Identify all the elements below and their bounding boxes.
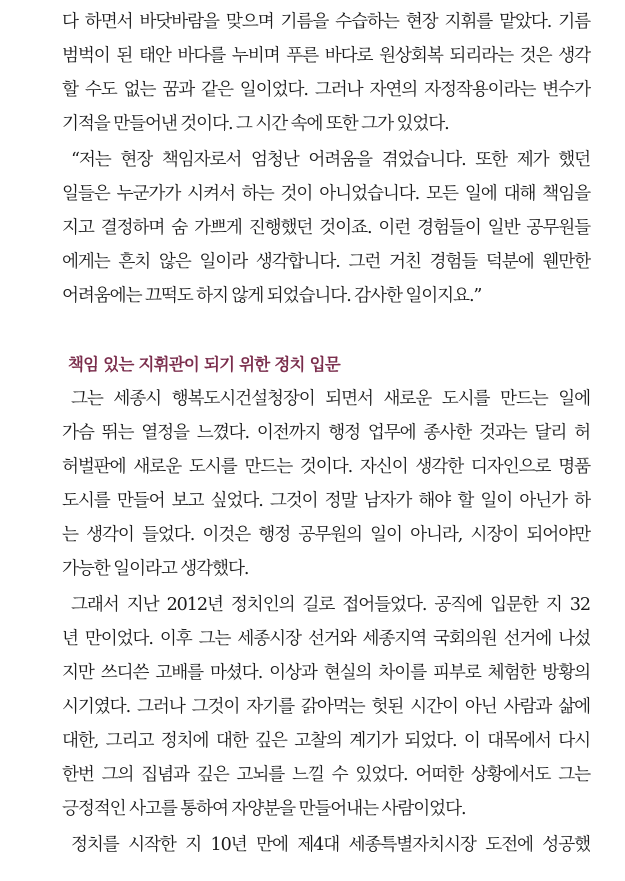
text-line: 는 생각이 들었다. 이것은 행정 공무원의 일이 아니라, 시장이 되어야만 [62, 525, 590, 545]
text-line: “저는 현장 책임자로서 엄청난 어려움을 겪었습니다. 또한 제가 했던 [71, 150, 590, 170]
section-heading: 책임 있는 지휘관이 되기 위한 정치 입문 [68, 355, 340, 374]
text-line: 정치를 시작한 지 10년 만에 제4대 세종특별자치시장 도전에 성공했 [71, 835, 590, 855]
text-line: 범벅이 된 태안 바다를 누비며 푸른 바다로 원상회복 되리라는 것은 생각 [62, 46, 590, 66]
text-line: 지고 결정하며 숨 가쁘게 진행했던 것이죠. 이런 경험들이 일반 공무원들 [62, 218, 590, 238]
text-line: 시기였다. 그러나 그것이 자기를 갉아먹는 헛된 시간이 아닌 사람과 삶에 [62, 697, 590, 717]
text-line: 그래서 지난 2012년 정치인의 길로 접어들었다. 공직에 입문한 지 32 [71, 595, 590, 615]
text-line: 허벌판에 새로운 도시를 만드는 것이다. 자신이 생각한 디자인으로 명품 [62, 457, 590, 477]
text-line: 긍정적인 사고를 통하여 자양분을 만들어내는 사람이었다. [62, 799, 466, 819]
text-line: 지만 쓰디쓴 고배를 마셨다. 이상과 현실의 차이를 피부로 체험한 방황의 [62, 663, 590, 683]
text-line: 가능한 일이라고 생각했다. [62, 559, 249, 579]
text-line: 대한, 그리고 정치에 대한 깊은 고찰의 계기가 되었다. 이 대목에서 다시 [62, 731, 590, 751]
text-line: 다 하면서 바닷바람을 맞으며 기름을 수습하는 현장 지휘를 맡았다. 기름 [62, 12, 590, 32]
text-line: 에게는 흔치 않은 일이라 생각합니다. 그런 거친 경험들 덕분에 웬만한 [62, 252, 590, 272]
text-line: 도시를 만들어 보고 싶었다. 그것이 정말 남자가 해야 할 일이 아닌가 하 [62, 491, 590, 511]
text-line: 기적을 만들어낸 것이다. 그 시간 속에 또한 그가 있었다. [62, 114, 449, 134]
text-line: 일들은 누군가가 시켜서 하는 것이 아니었습니다. 모든 일에 대해 책임을 [62, 184, 590, 204]
text-line: 할 수도 없는 꿈과 같은 일이었다. 그러나 자연의 자정작용이라는 변수가 [62, 80, 590, 100]
text-line: 그는 세종시 행복도시건설청장이 되면서 새로운 도시를 만드는 일에 [71, 389, 590, 409]
text-line: 어려움에는 끄떡도 하지 않게 되었습니다. 감사한 일이지요.” [62, 286, 482, 306]
text-line: 가슴 뛰는 열정을 느꼈다. 이전까지 행정 업무에 종사한 것과는 달리 허 [62, 423, 590, 443]
text-line: 년 만이었다. 이후 그는 세종시장 선거와 세종지역 국회의원 선거에 나섰 [62, 629, 590, 649]
text-line: 한번 그의 집념과 깊은 고뇌를 느낄 수 있었다. 어떠한 상황에서도 그는 [62, 765, 590, 785]
